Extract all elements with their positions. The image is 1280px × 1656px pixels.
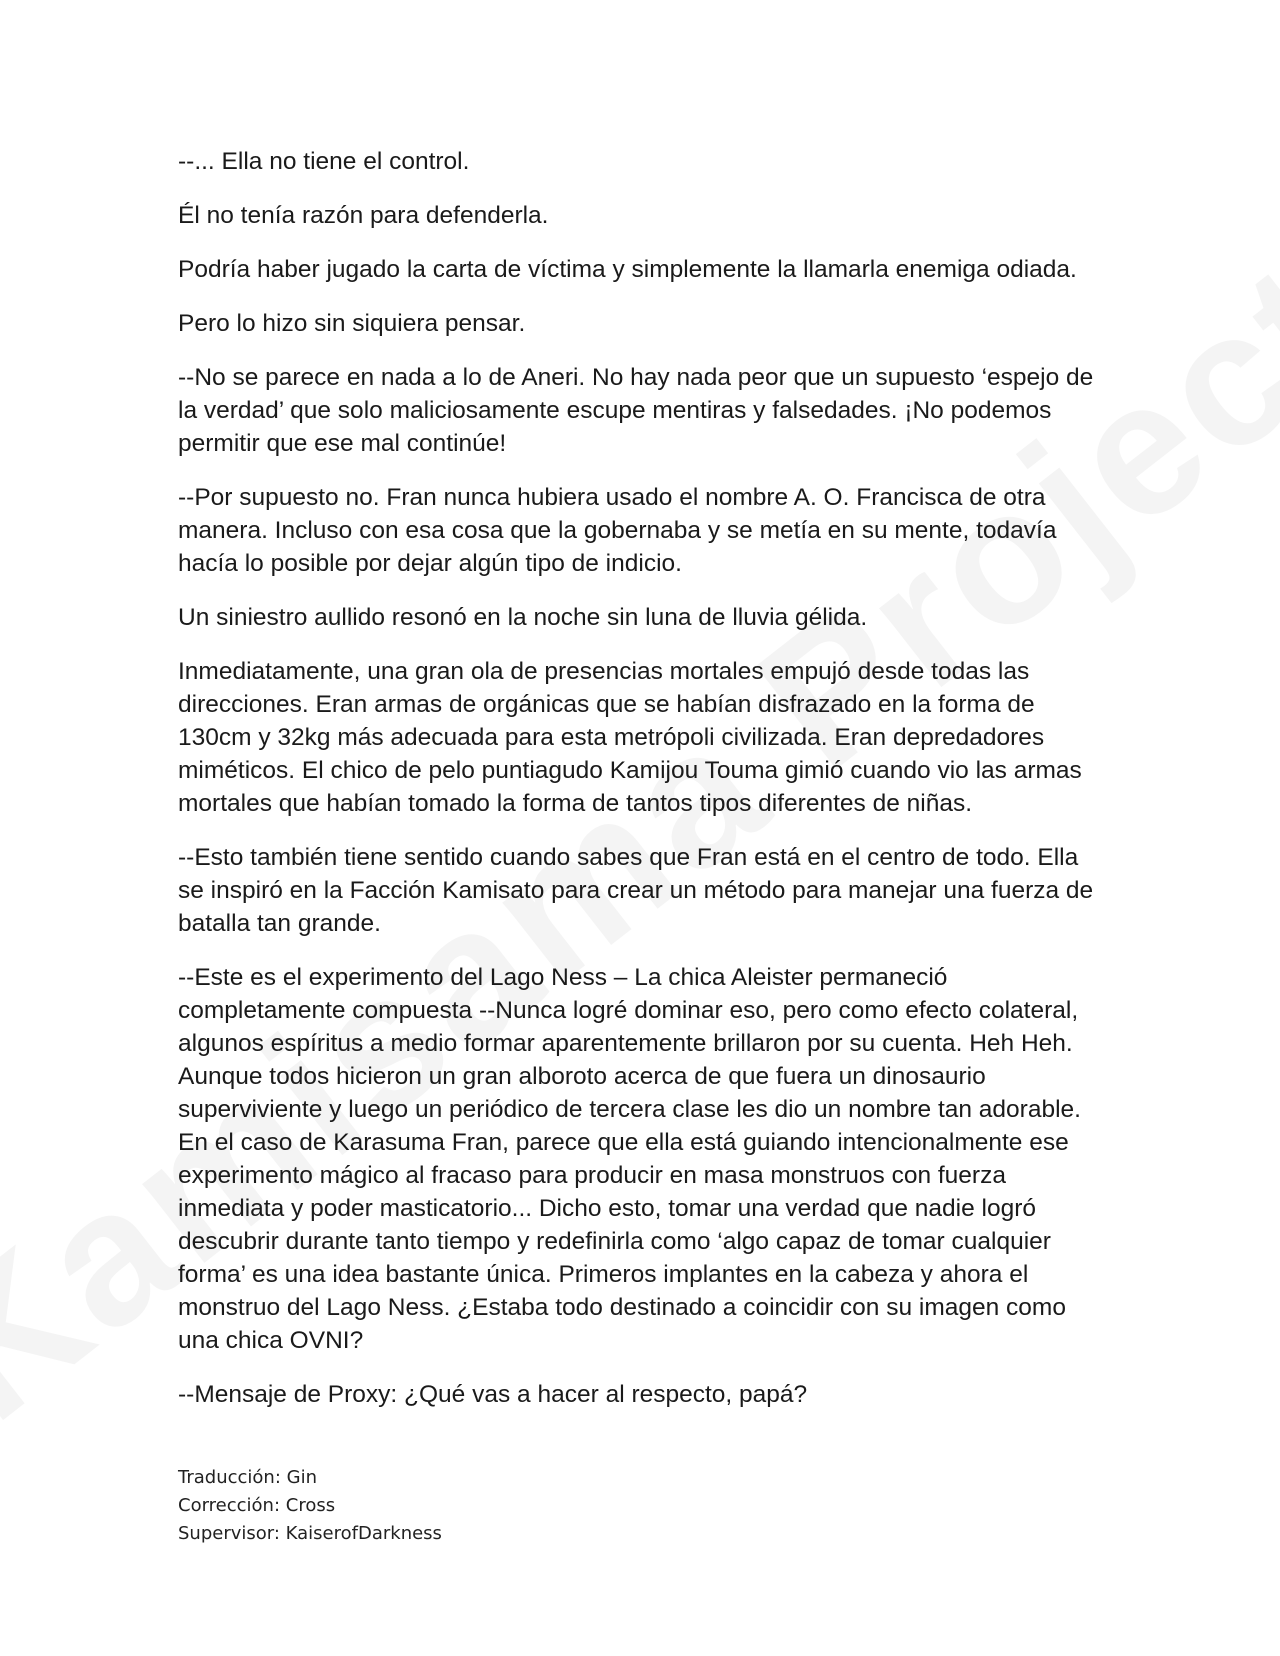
paragraph: --Este es el experimento del Lago Ness – La chica Aleister permaneció completamente compuesta --Nunca logré dominar eso, pero como efecto colateral, algunos espíritus a medio formar aparentemente brillaron por su cuenta. Heh Heh. Aunque todos hicieron un gran alboroto acerca de que fuera un dinosaurio superviviente y luego un periódico de tercera clase les dio un nombre tan adorable. En el caso de Karasuma Fran, parece que ella está guiando intencionalmente ese experimento mágico al fracaso para producir en masa monstruos con fuerza inmediata y poder masticatorio... Dicho esto, tomar una verdad que nadie logró descubrir durante tanto tiempo y redefinirla como ‘algo capaz de tomar cualquier forma’ es una idea bastante única. Primeros implantes en la cabeza y ahora el monstruo del Lago Ness. ¿Estaba todo destinado a coincidir con su imagen como una chica OVNI?: [178, 964, 1081, 1354]
paragraph: --... Ella no tiene el control.: [178, 148, 470, 175]
paragraph: --Por supuesto no. Fran nunca hubiera usado el nombre A. O. Francisca de otra manera. Incluso con esa cosa que la gobernaba y se metía en su mente, todavía hacía lo posible por dejar algún tipo de indicio.: [178, 484, 1057, 577]
paragraph: Él no tenía razón para defenderla.: [178, 202, 549, 229]
paragraph: Podría haber jugado la carta de víctima y simplemente la llamarla enemiga odiada.: [178, 256, 1077, 283]
paragraph: Pero lo hizo sin siquiera pensar.: [178, 310, 526, 337]
credit-correction: Corrección: Cross: [178, 1495, 336, 1516]
paragraph: Inmediatamente, una gran ola de presencias mortales empujó desde todas las direcciones. Eran armas de orgánicas que se habían disfrazado en la forma de 130cm y 32kg más adecuada para esta metrópoli civilizada. Eran depredadores miméticos. El chico de pelo puntiagudo Kamijou Touma gimió cuando vio las armas mortales que habían tomado la forma de tantos tipos diferentes de niñas.: [178, 658, 1082, 817]
paragraph: --Mensaje de Proxy: ¿Qué vas a hacer al respecto, papá?: [178, 1381, 808, 1408]
credit-translation: Traducción: Gin: [178, 1467, 317, 1488]
credit-supervisor: Supervisor: KaiserofDarkness: [178, 1523, 442, 1544]
document-body: [178, 145, 1108, 1432]
paragraph: --Esto también tiene sentido cuando sabes que Fran está en el centro de todo. Ella se inspiró en la Facción Kamisato para crear un método para manejar una fuerza de batalla tan grande.: [178, 844, 1094, 937]
credits-block: [178, 1464, 442, 1548]
paragraph: --No se parece en nada a lo de Aneri. No hay nada peor que un supuesto ‘espejo de la verdad’ que solo maliciosamente escupe mentiras y falsedades. ¡No podemos permitir que ese mal continúe!: [178, 364, 1094, 457]
paragraph: Un siniestro aullido resonó en la noche sin luna de lluvia gélida.: [178, 604, 868, 631]
